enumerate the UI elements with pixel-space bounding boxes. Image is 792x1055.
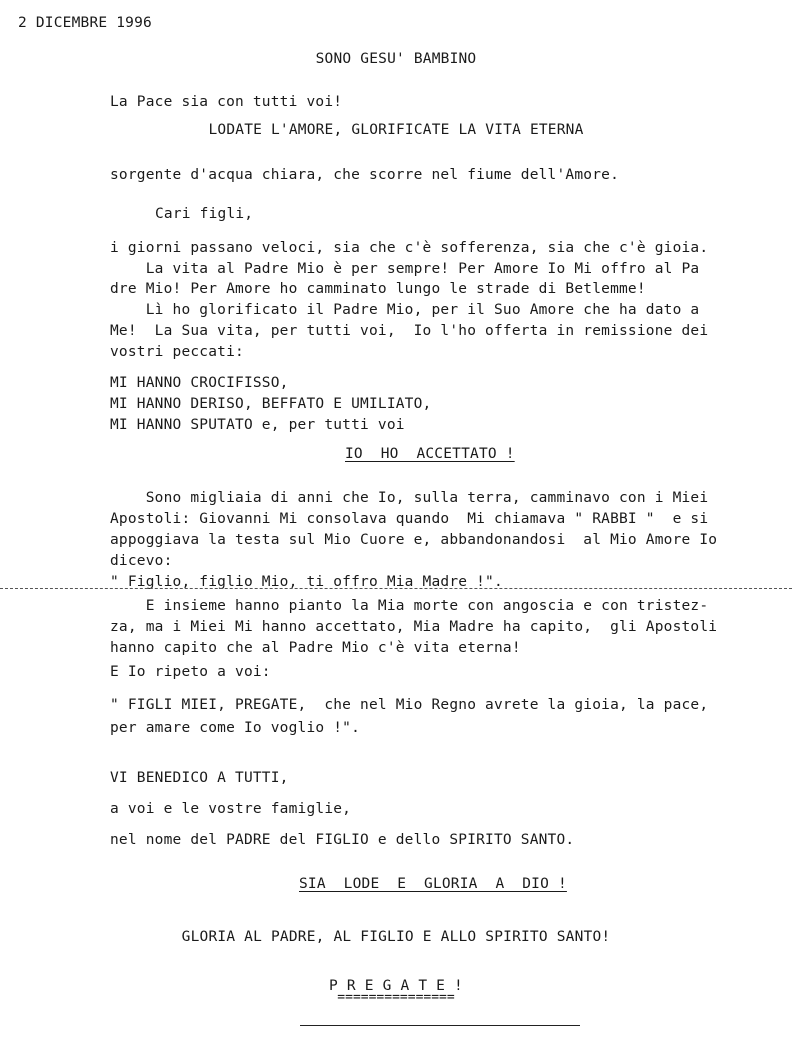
paragraph-line: za, ma i Miei Mi hanno accettato, Mia Madre ha capito, gli Apostoli — [110, 619, 718, 635]
subheading: sorgente d'acqua chiara, che scorre nel fiume dell'Amore. — [110, 167, 619, 183]
fold-line — [0, 588, 792, 589]
closing-praise: SIA LODE E GLORIA A DIO ! — [299, 876, 567, 892]
paragraph-line: Me! La Sua vita, per tutti voi, Io l'ho offerta in remissione dei — [110, 323, 709, 339]
blessing-line: nel nome del PADRE del FIGLIO e dello SPIRITO SANTO. — [110, 832, 575, 848]
list-line: MI HANNO CROCIFISSO, — [110, 375, 289, 391]
closing-gloria: GLORIA AL PADRE, AL FIGLIO E ALLO SPIRITO SANTO! — [181, 929, 611, 945]
list-line: MI HANNO DERISO, BEFFATO E UMILIATO, — [110, 396, 432, 412]
document-title: SONO GESU' BAMBINO — [315, 51, 477, 67]
paragraph-line: La vita al Padre Mio è per sempre! Per Amore Io Mi offro al Pa — [110, 261, 700, 277]
accepted-statement: IO HO ACCETTATO ! — [345, 446, 515, 462]
paragraph-line: dre Mio! Per Amore ho camminato lungo le strade di Betlemme! — [110, 281, 646, 297]
document-date: 2 DICEMBRE 1996 — [18, 15, 152, 31]
paragraph-line: " Figlio, figlio Mio, ti offro Mia Madre !". — [110, 574, 503, 590]
blessing-line: VI BENEDICO A TUTTI, — [110, 770, 289, 786]
closing-rule — [300, 1025, 580, 1026]
quote-line: " FIGLI MIEI, PREGATE, che nel Mio Regno avrete la gioia, la pace, — [110, 697, 709, 713]
closing-pregate: P R E G A T E ! — [329, 978, 463, 994]
heading: LODATE L'AMORE, GLORIFICATE LA VITA ETERNA — [208, 122, 584, 138]
paragraph-line: i giorni passano veloci, sia che c'è sofferenza, sia che c'è gioia. — [110, 240, 709, 256]
paragraph-line: vostri peccati: — [110, 344, 244, 360]
repeat-line: E Io ripeto a voi: — [110, 664, 271, 680]
paragraph-line: Lì ho glorificato il Padre Mio, per il Suo Amore che ha dato a — [110, 302, 700, 318]
blessing-line: a voi e le vostre famiglie, — [110, 801, 352, 817]
quote-line: per amare come Io voglio !". — [110, 720, 361, 736]
pregate-double-underline: =============== — [337, 990, 455, 1005]
greeting: La Pace sia con tutti voi! — [110, 94, 343, 110]
paragraph-line: hanno capito che al Padre Mio c'è vita eterna! — [110, 640, 521, 656]
list-line: MI HANNO SPUTATO e, per tutti voi — [110, 417, 405, 433]
paragraph-line: appoggiava la testa sul Mio Cuore e, abbandonandosi al Mio Amore Io — [110, 532, 718, 548]
paragraph-line: E insieme hanno pianto la Mia morte con angoscia e con tristez- — [110, 598, 709, 614]
paragraph-line: Apostoli: Giovanni Mi consolava quando Mi chiamava " RABBI " e si — [110, 511, 709, 527]
salutation: Cari figli, — [155, 206, 254, 222]
paragraph-line: dicevo: — [110, 553, 173, 569]
paragraph-line: Sono migliaia di anni che Io, sulla terra, camminavo con i Miei — [110, 490, 709, 506]
